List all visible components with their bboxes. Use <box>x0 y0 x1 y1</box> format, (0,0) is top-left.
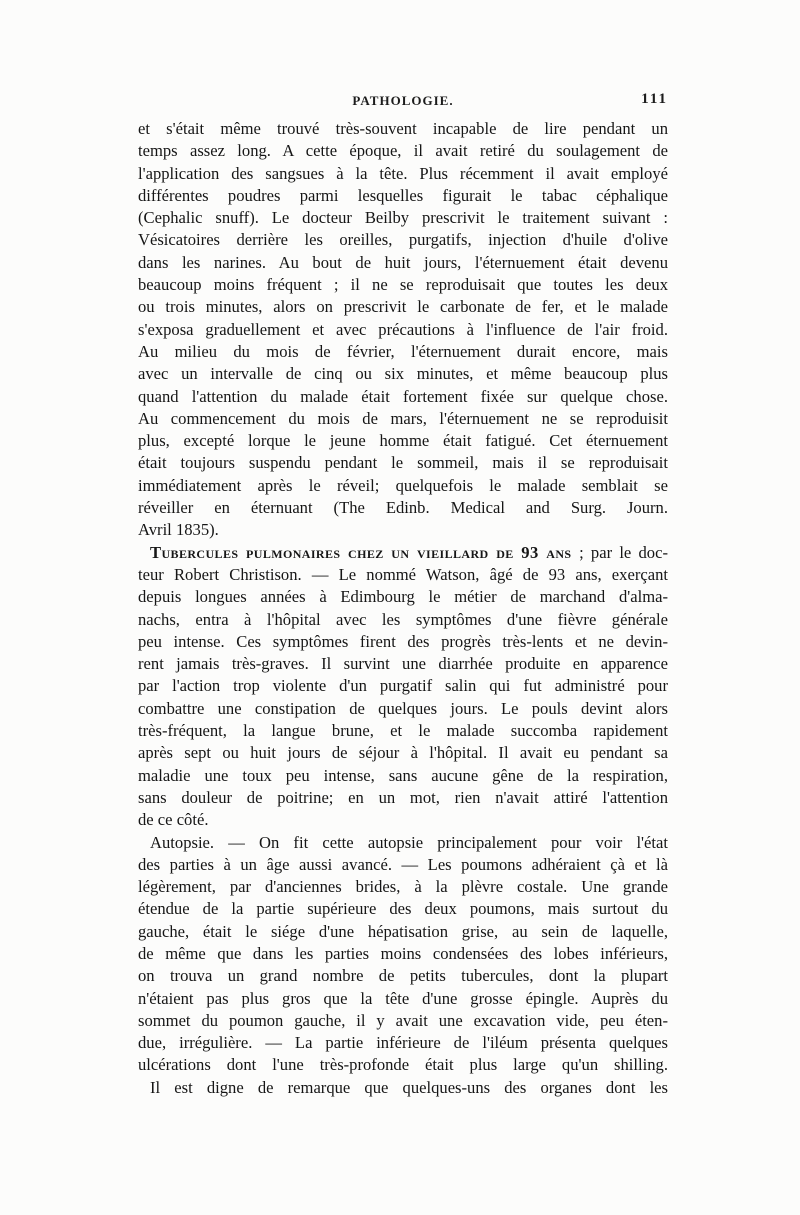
page-header <box>138 93 668 115</box>
text-line: rent jamais très-graves. Il survint une diarrhée produite en apparence <box>138 654 668 674</box>
text-line: plus, excepté lorque le jeune homme était fatigué. Cet éternuement <box>138 431 668 451</box>
section-heading-line <box>138 542 668 564</box>
text-line: ou trois minutes, alors on prescrivit le carbonate de fer, et le malade <box>138 297 668 317</box>
text-line: Il est digne de remarque que quelques-uns des organes dont les <box>150 1077 668 1097</box>
text-line: nachs, entra à l'hôpital avec les symptômes d'une fièvre générale <box>138 609 668 629</box>
text-line: peu intense. Ces symptômes firent des progrès très-lents et ne devin- <box>138 631 668 651</box>
text-line: de même que dans les parties moins condensées des lobes inférieurs, <box>138 943 668 963</box>
text-line: teur Robert Christison. — Le nommé Watson, âgé de 93 ans, exerçant <box>138 564 668 584</box>
text-line: Autopsie. — On fit cette autopsie principalement pour voir l'état <box>150 832 668 852</box>
text-line: étendue de la partie supérieure des deux poumons, mais surtout du <box>138 899 668 919</box>
running-title: PATHOLOGIE. <box>352 93 454 108</box>
text-line: immédiatement après le réveil; quelquefois le malade semblait se <box>138 475 668 495</box>
section-heading-rest: ; par le doc- <box>579 542 668 562</box>
text-line: combattre une constipation de quelques jours. Le pouls devint alors <box>138 698 668 718</box>
text-line: réveiller en éternuant (The Edinb. Medical and Surg. Journ. <box>138 498 668 518</box>
text-line: Vésicatoires derrière les oreilles, purgatifs, injection d'huile d'olive <box>138 230 668 250</box>
text-line: temps assez long. A cette époque, il avait retiré du soulagement de <box>138 141 668 161</box>
text-line: des parties à un âge aussi avancé. — Les poumons adhéraient çà et là <box>138 854 668 874</box>
text-line: gauche, était le siége d'une hépatisation grise, au sein de laquelle, <box>138 921 668 941</box>
text-line: différentes poudres parmi lesquelles figurait le tabac céphalique <box>138 185 668 205</box>
text-line: n'étaient pas plus gros que la tête d'une grosse épingle. Auprès du <box>138 988 668 1008</box>
text-line: due, irrégulière. — La partie inférieure de l'iléum présenta quelques <box>138 1033 668 1053</box>
text-line: Au milieu du mois de février, l'éternuement durait encore, mais <box>138 341 668 361</box>
text-line: était toujours suspendu pendant le sommeil, mais il se reproduisait <box>138 453 668 473</box>
section-heading: Tubercules pulmonaires chez un vieillard de 93 ans <box>150 542 580 562</box>
text-line: quand l'attention du malade était fortement fixée sur quelque chose. <box>138 386 668 406</box>
text-line: par l'action trop violente d'un purgatif salin qui fut administré pour <box>138 676 668 696</box>
text-line: depuis longues années à Edimbourg le métier de marchand d'alma- <box>138 587 668 607</box>
text-line: s'exposa graduellement et avec précautions à l'influence de l'air froid. <box>138 319 668 339</box>
text-line: légèrement, par d'anciennes brides, à la plèvre costale. Une grande <box>138 877 668 897</box>
text-line: très-fréquent, la langue brune, et le malade succomba rapidement <box>138 721 668 741</box>
text-line: avec un intervalle de cinq ou six minutes, et même beaucoup plus <box>138 364 668 384</box>
text-line: sommet du poumon gauche, il y avait une excavation vide, peu éten- <box>138 1010 668 1030</box>
body-text <box>138 118 668 1099</box>
text-line: après sept ou huit jours de séjour à l'hôpital. Il avait eu pendant sa <box>138 743 668 763</box>
page-number: 111 <box>641 91 668 107</box>
text-line: Au commencement du mois de mars, l'éternuement ne se reproduisit <box>138 408 668 428</box>
text-line: maladie une toux peu intense, sans aucune gêne de la respiration, <box>138 765 668 785</box>
text-line: sans douleur de poitrine; en un mot, rien n'avait attiré l'attention <box>138 787 668 807</box>
text-line: de ce côté. <box>138 810 209 830</box>
text-line: beaucoup moins fréquent ; il ne se reproduisait que toutes les deux <box>138 275 668 295</box>
text-line: et s'était même trouvé très-souvent incapable de lire pendant un <box>138 119 668 138</box>
text-line: l'application des sangsues à la tête. Plus récemment il avait employé <box>138 163 668 183</box>
text-line: (Cephalic snuff). Le docteur Beilby prescrivit le traitement suivant : <box>138 208 668 228</box>
text-line: on trouva un grand nombre de petits tubercules, dont la plupart <box>138 966 668 986</box>
text-line: Avril 1835). <box>138 520 219 540</box>
text-line: dans les narines. Au bout de huit jours, l'éternuement était devenu <box>138 252 668 272</box>
text-line: ulcérations dont l'une très-profonde était plus large qu'un shilling. <box>138 1055 668 1075</box>
